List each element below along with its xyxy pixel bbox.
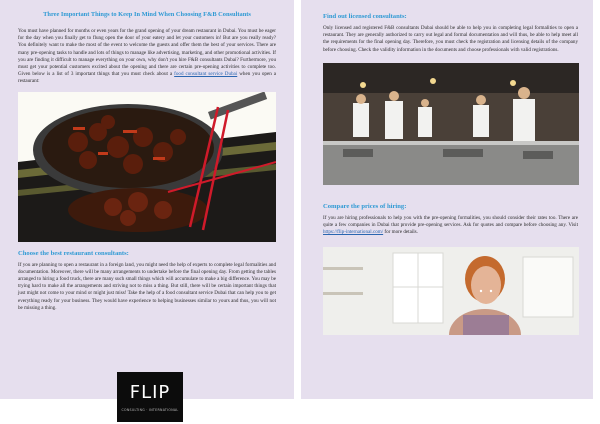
kitchen-photo (323, 63, 579, 185)
right-page (301, 0, 593, 399)
consultant-photo (323, 247, 579, 335)
section-heading-best-consultants: Choose the best restaurant consultants: (18, 249, 129, 257)
section-text-licensed: Only licensed and registered F&B consultants Dubai should be able to help you in completing legal formalities to open a restaurant. They are generally authorized to carry out legal and formal documentation and will thus, be able to help meet all the requirements for the final opening day. Therefore, you must check the registration and licensing details of the company before choosing. Check the validity information in the documents and choose professionals with valid registrations. (323, 25, 578, 53)
food-illustration (18, 92, 276, 242)
kitchen-illustration (323, 63, 579, 185)
consultant-illustration (323, 247, 579, 335)
article-title: Three Important Things to Keep In Mind When Choosing F&B Consultants (43, 11, 251, 18)
section-heading-licensed: Find out licensed consultants: (323, 13, 407, 20)
food-photo (18, 92, 276, 242)
compare-prices-text: If you are hiring professionals to help you with the pre-opening formalities, you should consider their rates too. There are quite a few companies in Dubai that provide pre-opening services. Ask for quotes and compare before choosing any. Visit (323, 214, 578, 229)
logo-text: FLIP (129, 382, 171, 403)
left-page (0, 0, 294, 399)
intro-text: You must have planned for months or even years for the grand opening of your dream restaurant in Dubai. You must be eager for the day when you finally get to flung open the door of your eatery and let your customers in! But are you really ready? You definitely want to make the most of the event to welcome the guests and offer them the best of your services. There are many pre-opening tasks to handle and lots of things to manage like advertising, marketing, and other promotional activities. If you are finding it difficult to manage everything on your own, why don't you hire F&B consultants Dubai? Furthermore, you must get your potential customers excited about the opening and there are certain pre-opening activities to complete too. Given below is a list of 3 important things that you must check about a (18, 28, 276, 78)
intro-end-text: when you open a restaurant: (18, 71, 277, 85)
flip-international-link[interactable]: https://flip-international.com/ (323, 229, 384, 236)
section-text-best-consultants: If you are planning to open a restaurant in a foreign land, you might need the help of experts to complete legal formalities and documentation. Moreover, there will be many arrangements to undertake before the final opening day. From getting the tables arranged to hiring a food truck, there are many such small things which will accumulate to make a big difference. You may be trying hard to make all the arrangements and striving not to miss a thing. But still, there will be certain important things that just might not come to your mind or might just miss! Take the help of a food consultant service Dubai that can help you to get everything ready for your business. They would have experience to helping businesses similar to yours and thus, you will not be missing a thing. (18, 261, 276, 311)
section-text-compare-prices (323, 215, 578, 237)
food-consultant-link[interactable]: food consultant service Dubai (174, 71, 238, 78)
flip-logo (117, 372, 183, 422)
intro-paragraph (18, 28, 276, 86)
section-heading-compare-prices: Compare the prices of hiring: (323, 202, 407, 210)
logo-subtext: CONSULTING · INTERNATIONAL (121, 408, 179, 412)
compare-prices-end-text: for more details. (383, 229, 418, 236)
page-gutter (294, 0, 301, 399)
